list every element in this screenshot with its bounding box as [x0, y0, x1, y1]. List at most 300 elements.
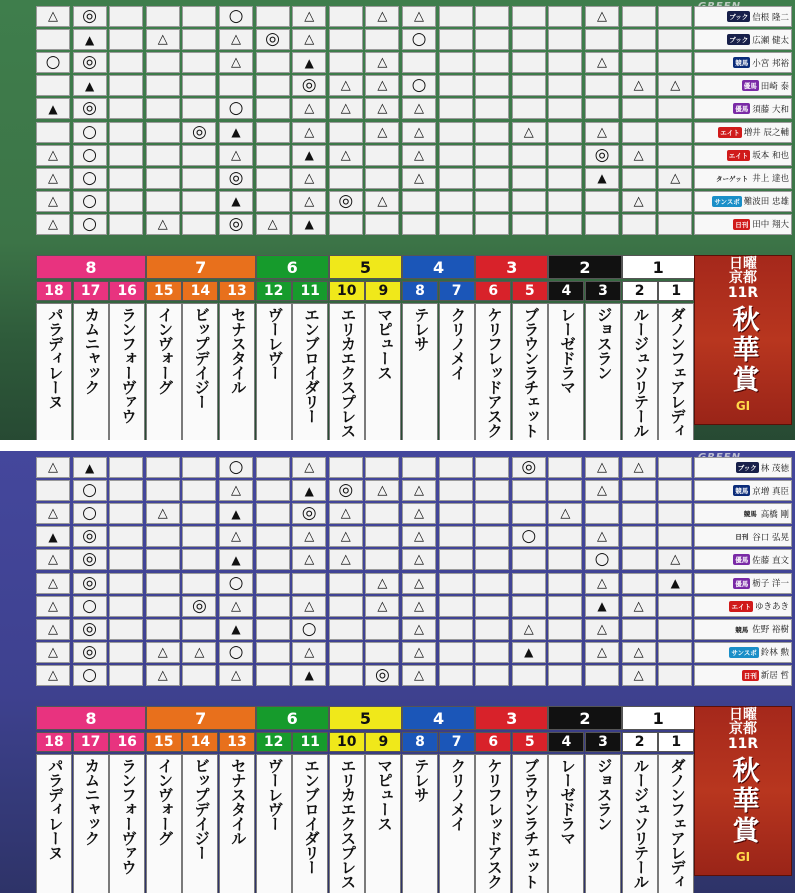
- mark-cell: [109, 480, 143, 501]
- horse-number: 1: [658, 732, 694, 752]
- horse-number: 14: [182, 732, 218, 752]
- mark-cell: [109, 29, 143, 50]
- race-venue: 京都: [729, 721, 757, 738]
- horse-name-text: ルージュソリテール: [631, 307, 650, 438]
- mark-cell: [365, 168, 399, 189]
- race-number: 11R: [727, 284, 759, 301]
- mark-cell: [475, 642, 509, 663]
- predictor-label: [694, 191, 792, 212]
- mark-cell: ▲: [73, 29, 107, 50]
- predictor-name: 井上 達也: [752, 174, 789, 185]
- horse-number: 3: [585, 281, 621, 301]
- mark-cell: [256, 503, 290, 524]
- mark-cell: [182, 619, 216, 640]
- mark-cell: [439, 665, 473, 686]
- horse-name-text: クリノメイ: [448, 307, 467, 380]
- mark-cell: △: [512, 619, 546, 640]
- mark-cell: △: [292, 6, 326, 27]
- horse-name-text: ランフォーヴァウ: [118, 307, 137, 423]
- horse-number: 8: [402, 281, 438, 301]
- frame-band: 2: [548, 706, 621, 730]
- mark-cell: △: [36, 665, 70, 686]
- mark-cell: [292, 573, 326, 594]
- mark-cell: [182, 191, 216, 212]
- predictor-label: [694, 549, 792, 570]
- race-number: 11R: [727, 735, 759, 752]
- publisher-badge: ターゲット: [716, 174, 749, 183]
- mark-cell: [658, 457, 692, 478]
- mark-cell: [512, 549, 546, 570]
- mark-cell: △: [658, 168, 692, 189]
- mark-cell: [182, 29, 216, 50]
- horse-number: 9: [365, 732, 401, 752]
- mark-cell: ○: [36, 52, 70, 73]
- horse-name: [512, 303, 548, 440]
- mark-cell: [658, 665, 692, 686]
- mark-cell: [402, 457, 436, 478]
- mark-cell: ○: [402, 75, 436, 96]
- race-info-box: [694, 706, 792, 876]
- mark-cell: [622, 98, 656, 119]
- mark-cell: △: [329, 145, 363, 166]
- mark-cell: ▲: [36, 98, 70, 119]
- frame-band: 3: [475, 706, 548, 730]
- mark-cell: [109, 191, 143, 212]
- mark-cell: △: [365, 596, 399, 617]
- mark-cell: [146, 480, 180, 501]
- predictor-name: 鈴林 勲: [760, 648, 789, 659]
- horse-name-text: ビップデイジー: [192, 307, 211, 409]
- predictor-name: 難波田 忠雄: [743, 197, 789, 208]
- mark-cell: [182, 145, 216, 166]
- mark-cell: △: [548, 503, 582, 524]
- mark-cell: [622, 29, 656, 50]
- mark-cell: ○: [219, 98, 253, 119]
- mark-cell: [182, 573, 216, 594]
- mark-cell: △: [622, 145, 656, 166]
- horse-number: 3: [585, 732, 621, 752]
- mark-cell: [439, 168, 473, 189]
- publisher-badge: 日刊: [743, 671, 757, 680]
- horse-number: 9: [365, 281, 401, 301]
- mark-cell: △: [622, 642, 656, 663]
- mark-cell: [475, 52, 509, 73]
- mark-cell: [548, 75, 582, 96]
- mark-cell: △: [365, 573, 399, 594]
- mark-cell: △: [36, 457, 70, 478]
- mark-cell: [475, 457, 509, 478]
- mark-cell: [512, 29, 546, 50]
- mark-cell: △: [585, 480, 619, 501]
- predictor-label: [694, 665, 792, 686]
- mark-cell: [109, 98, 143, 119]
- mark-cell: [658, 122, 692, 143]
- mark-cell: △: [329, 503, 363, 524]
- mark-cell: [475, 98, 509, 119]
- mark-cell: △: [365, 75, 399, 96]
- horse-name: [146, 754, 182, 893]
- race-name: 秋華賞: [727, 304, 759, 395]
- mark-cell: [256, 122, 290, 143]
- mark-cell: [622, 549, 656, 570]
- mark-cell: [365, 29, 399, 50]
- mark-cell: [512, 480, 546, 501]
- mark-cell: [439, 526, 473, 547]
- mark-cell: [548, 457, 582, 478]
- mark-cell: [256, 98, 290, 119]
- mark-cell: [146, 457, 180, 478]
- predictor-name: 田中 翔大: [752, 220, 789, 231]
- frame-band: 7: [146, 706, 256, 730]
- mark-cell: ○: [292, 619, 326, 640]
- mark-cell: [512, 145, 546, 166]
- mark-cell: △: [292, 29, 326, 50]
- mark-cell: ○: [219, 573, 253, 594]
- mark-cell: [146, 98, 180, 119]
- mark-cell: [512, 98, 546, 119]
- mark-cell: [402, 191, 436, 212]
- horse-name: [329, 303, 365, 440]
- horse-name: [658, 754, 694, 893]
- horse-name-text: クリノメイ: [448, 758, 467, 831]
- mark-cell: △: [622, 75, 656, 96]
- mark-row: [36, 573, 695, 594]
- mark-cell: ◎: [73, 573, 107, 594]
- mark-cell: [439, 214, 473, 235]
- horse-name: [146, 303, 182, 440]
- mark-row: [36, 122, 695, 143]
- mark-cell: [512, 191, 546, 212]
- mark-cell: [585, 75, 619, 96]
- mark-cell: [475, 549, 509, 570]
- mark-cell: [585, 98, 619, 119]
- mark-row: [36, 480, 695, 501]
- frame-band: 5: [329, 255, 402, 279]
- mark-cell: ○: [73, 168, 107, 189]
- race-day: 日曜: [729, 256, 757, 272]
- mark-cell: [329, 52, 363, 73]
- frame-band: 6: [256, 255, 329, 279]
- mark-cell: ○: [73, 665, 107, 686]
- mark-cell: [439, 457, 473, 478]
- mark-cell: [439, 503, 473, 524]
- horse-name: [73, 303, 109, 440]
- mark-cell: ▲: [292, 52, 326, 73]
- mark-cell: [475, 168, 509, 189]
- mark-cell: [622, 168, 656, 189]
- race-name: 秋華賞: [727, 755, 759, 846]
- mark-cell: [109, 214, 143, 235]
- mark-cell: △: [36, 619, 70, 640]
- mark-cell: [622, 503, 656, 524]
- horse-number: 2: [622, 732, 658, 752]
- horse-number: 15: [146, 281, 182, 301]
- mark-cell: △: [585, 6, 619, 27]
- mark-cell: [182, 480, 216, 501]
- horse-name: [622, 754, 658, 893]
- mark-cell: ▲: [292, 665, 326, 686]
- mark-cell: [256, 6, 290, 27]
- mark-row: [36, 29, 695, 50]
- mark-cell: [622, 214, 656, 235]
- mark-row: [36, 665, 695, 686]
- predictor-label: [694, 168, 792, 189]
- mark-cell: △: [622, 457, 656, 478]
- horse-name: [475, 303, 511, 440]
- horse-number: 17: [73, 732, 109, 752]
- mark-cell: [512, 665, 546, 686]
- horse-number: 16: [109, 732, 145, 752]
- race-grade: GI: [735, 849, 751, 864]
- mark-cell: ○: [219, 6, 253, 27]
- mark-cell: ◎: [512, 457, 546, 478]
- horse-name-text: ジョスラン: [594, 758, 613, 831]
- mark-cell: [182, 214, 216, 235]
- horse-number: 14: [182, 281, 218, 301]
- mark-cell: [219, 75, 253, 96]
- mark-cell: [622, 619, 656, 640]
- mark-cell: [329, 214, 363, 235]
- mark-cell: [365, 526, 399, 547]
- horse-name: [292, 303, 328, 440]
- predictor-name: 信根 隆二: [752, 12, 789, 23]
- mark-cell: [365, 619, 399, 640]
- mark-cell: [548, 52, 582, 73]
- mark-cell: △: [146, 29, 180, 50]
- horse-name: [182, 754, 218, 893]
- mark-cell: ▲: [219, 122, 253, 143]
- publisher-badge: エイト: [720, 128, 740, 137]
- frame-band: 4: [402, 706, 475, 730]
- mark-cell: △: [146, 665, 180, 686]
- mark-cell: [256, 75, 290, 96]
- horse-name: [475, 754, 511, 893]
- horse-number: 5: [512, 281, 548, 301]
- predictor-label: [694, 98, 792, 119]
- frame-band: 2: [548, 255, 621, 279]
- mark-cell: ▲: [658, 573, 692, 594]
- mark-row: [36, 145, 695, 166]
- predictor-label: [694, 75, 792, 96]
- mark-cell: [512, 75, 546, 96]
- mark-cell: [182, 75, 216, 96]
- mark-cell: [182, 6, 216, 27]
- mark-cell: [329, 457, 363, 478]
- frame-band: 6: [256, 706, 329, 730]
- mark-cell: [146, 526, 180, 547]
- publisher-badge: ブック: [729, 36, 749, 45]
- mark-cell: [548, 6, 582, 27]
- mark-cell: [512, 6, 546, 27]
- predictor-label: [694, 6, 792, 27]
- mark-row: [36, 503, 695, 524]
- mark-row: [36, 457, 695, 478]
- mark-cell: △: [36, 573, 70, 594]
- horse-name-text: ダノンフェアレディ: [667, 307, 686, 438]
- publisher-badge: ブック: [737, 464, 757, 472]
- horse-name-text: ヴーレヴー: [265, 758, 284, 831]
- publisher-badge: サンスポ: [731, 648, 757, 657]
- mark-row: [36, 191, 695, 212]
- horse-name-text: インヴォーグ: [155, 758, 174, 845]
- mark-cell: ○: [512, 526, 546, 547]
- mark-cell: △: [146, 214, 180, 235]
- mark-cell: [109, 122, 143, 143]
- mark-cell: [585, 665, 619, 686]
- mark-cell: [182, 168, 216, 189]
- mark-row: [36, 526, 695, 547]
- mark-cell: ◎: [256, 29, 290, 50]
- horse-name-text: ジョスラン: [594, 307, 613, 380]
- mark-cell: [512, 168, 546, 189]
- horse-name: [585, 303, 621, 440]
- horse-number: 4: [548, 281, 584, 301]
- mark-cell: [182, 98, 216, 119]
- mark-cell: ▲: [73, 75, 107, 96]
- mark-cell: [146, 596, 180, 617]
- predictor-label: [694, 619, 792, 640]
- mark-cell: [548, 168, 582, 189]
- mark-cell: ◎: [365, 665, 399, 686]
- mark-cell: [585, 503, 619, 524]
- horse-name: [109, 303, 145, 440]
- predictor-name: 広瀬 健太: [752, 35, 789, 46]
- horse-name-text: カムニャック: [82, 307, 101, 394]
- mark-cell: [256, 480, 290, 501]
- bottom-panel: [0, 451, 795, 893]
- publisher-badge: 競馬: [735, 625, 749, 634]
- mark-cell: [365, 503, 399, 524]
- mark-cell: [658, 642, 692, 663]
- mark-row: [36, 619, 695, 640]
- horse-name-text: エリカエクスプレス: [338, 307, 357, 438]
- predictor-label: [694, 52, 792, 73]
- publisher-badge: 優馬: [735, 579, 749, 588]
- horse-name-text: ブラウンラチェット: [521, 307, 540, 438]
- horse-name-text: パラディレーヌ: [45, 307, 64, 409]
- horse-name: [548, 754, 584, 893]
- mark-cell: [439, 29, 473, 50]
- mark-cell: [109, 75, 143, 96]
- horse-name: [585, 754, 621, 893]
- mark-cell: [585, 29, 619, 50]
- mark-cell: [146, 6, 180, 27]
- mark-row: [36, 168, 695, 189]
- mark-cell: ◎: [73, 6, 107, 27]
- mark-cell: △: [292, 457, 326, 478]
- horse-name: [658, 303, 694, 440]
- mark-cell: [109, 145, 143, 166]
- horse-number: 10: [329, 732, 365, 752]
- mark-cell: △: [329, 75, 363, 96]
- mark-cell: [658, 503, 692, 524]
- race-venue: 京都: [729, 270, 757, 287]
- mark-cell: [512, 214, 546, 235]
- mark-cell: ◎: [585, 145, 619, 166]
- horse-name-text: カムニャック: [82, 758, 101, 845]
- mark-cell: △: [622, 665, 656, 686]
- mark-cell: △: [292, 526, 326, 547]
- mark-cell: △: [36, 168, 70, 189]
- frame-band: 7: [146, 255, 256, 279]
- mark-cell: [548, 145, 582, 166]
- mark-cell: △: [365, 6, 399, 27]
- mark-cell: [658, 6, 692, 27]
- mark-cell: [146, 549, 180, 570]
- horse-number: 11: [292, 732, 328, 752]
- predictor-name: 高橋 剛: [760, 509, 789, 520]
- mark-cell: [256, 457, 290, 478]
- mark-cell: △: [36, 6, 70, 27]
- mark-cell: [475, 526, 509, 547]
- predictor-name: 栃子 洋一: [752, 579, 789, 589]
- predictor-label: [694, 214, 792, 235]
- mark-cell: [109, 549, 143, 570]
- mark-cell: △: [36, 191, 70, 212]
- horse-number: 10: [329, 281, 365, 301]
- mark-cell: [329, 6, 363, 27]
- predictor-label: [694, 573, 792, 594]
- mark-cell: △: [219, 145, 253, 166]
- mark-cell: [439, 98, 473, 119]
- mark-cell: [182, 665, 216, 686]
- frame-band: 1: [622, 706, 695, 730]
- horse-name: [365, 754, 401, 893]
- mark-cell: [439, 6, 473, 27]
- mark-cell: ◎: [73, 52, 107, 73]
- predictor-name: 坂本 和也: [752, 151, 789, 162]
- mark-cell: [256, 168, 290, 189]
- mark-cell: △: [146, 503, 180, 524]
- mark-cell: [548, 526, 582, 547]
- mark-cell: [256, 526, 290, 547]
- mark-cell: [548, 619, 582, 640]
- horse-name-text: エリカエクスプレス: [338, 758, 357, 889]
- mark-cell: [512, 52, 546, 73]
- mark-cell: [658, 52, 692, 73]
- mark-cell: ○: [73, 503, 107, 524]
- frame-band: 8: [36, 706, 146, 730]
- publisher-badge: 競馬: [735, 59, 749, 68]
- mark-cell: ○: [219, 642, 253, 663]
- horse-name: [439, 754, 475, 893]
- mark-cell: [475, 665, 509, 686]
- horse-name-text: ケリフレッドアスク: [484, 758, 503, 889]
- horse-name: [329, 754, 365, 893]
- mark-cell: [475, 619, 509, 640]
- predictor-label: [694, 526, 792, 547]
- mark-cell: [365, 642, 399, 663]
- horse-name: [292, 754, 328, 893]
- mark-cell: △: [585, 457, 619, 478]
- mark-cell: ▲: [292, 480, 326, 501]
- horse-number: 11: [292, 281, 328, 301]
- mark-cell: △: [146, 642, 180, 663]
- mark-cell: [475, 29, 509, 50]
- mark-cell: ▲: [512, 642, 546, 663]
- horse-name-text: マピュース: [375, 758, 394, 831]
- race-info-box: [694, 255, 792, 425]
- mark-cell: [365, 214, 399, 235]
- mark-cell: △: [36, 549, 70, 570]
- mark-cell: [146, 619, 180, 640]
- mark-cell: △: [402, 98, 436, 119]
- predictor-name: 佐藤 直文: [752, 555, 789, 566]
- mark-cell: △: [622, 596, 656, 617]
- mark-cell: [402, 52, 436, 73]
- horse-number: 7: [439, 732, 475, 752]
- mark-row: [36, 6, 695, 27]
